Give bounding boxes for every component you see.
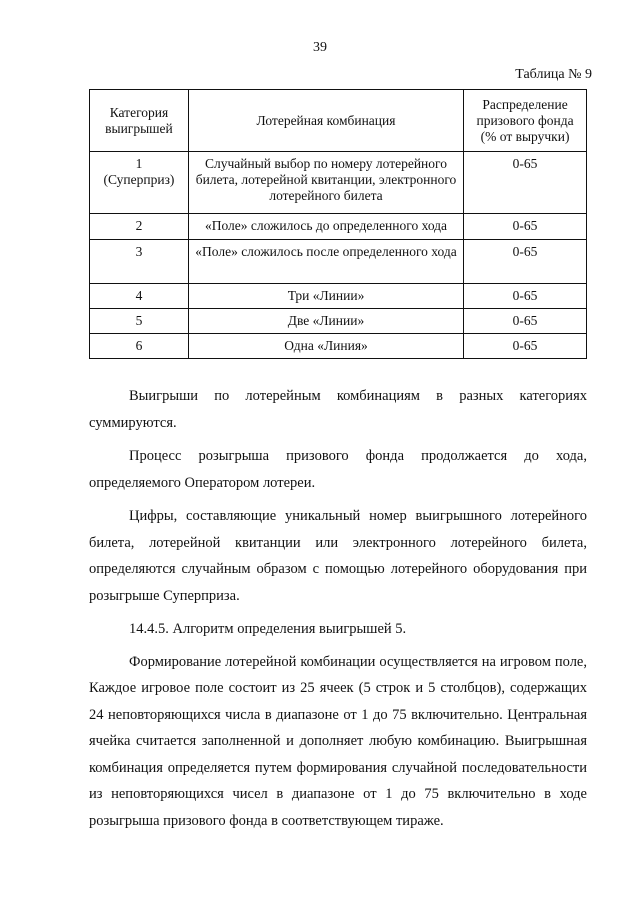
table-row bbox=[90, 152, 587, 214]
category-cell: 4 bbox=[90, 284, 189, 309]
table-row bbox=[90, 309, 587, 334]
combination-cell: Одна «Линия» bbox=[188, 334, 463, 359]
share-cell: 0-65 bbox=[464, 240, 587, 284]
share-cell: 0-65 bbox=[464, 152, 587, 214]
category-cell: 6 bbox=[90, 334, 189, 359]
combination-cell: «Поле» сложилось после определенного хода bbox=[188, 240, 463, 284]
header-combination: Лотерейная комбинация bbox=[188, 90, 463, 152]
combination-cell: «Поле» сложилось до определенного хода bbox=[188, 214, 463, 240]
body-text bbox=[89, 383, 587, 841]
category-cell bbox=[90, 152, 189, 214]
table-row bbox=[90, 284, 587, 309]
header-category: Категория выигрышей bbox=[90, 90, 189, 152]
combination-cell: Случайный выбор по номеру лотерейного билета, лотерейной квитанции, электронного лотерейного билета bbox=[188, 152, 463, 214]
paragraph: Формирование лотерейной комбинации осуществляется на игровом поле, Каждое игровое поле состоит из 25 ячеек (5 строк и 5 столбцов), содержащих 24 неповторяющихся числа в диапазоне от 1 до 75 включительно. Центральная ячейка считается заполненной и дополняет любую комбинацию. Выигрышная комбинация определяется путем формирования случайной последовательности из неповторяющихся чисел в диапазоне от 1 до 75 включительно в ходе розыгрыша призового фонда в соответствующем тираже. bbox=[89, 653, 587, 829]
table-row bbox=[90, 214, 587, 240]
category-number: 1 bbox=[135, 156, 143, 171]
table-row bbox=[90, 334, 587, 359]
category-cell: 5 bbox=[90, 309, 189, 334]
paragraph: Цифры, составляющие уникальный номер выигрышного лотерейного билета, лотерейной квитанции или электронного лотерейного билета, определяются случайным образом с помощью лотерейного оборудования при розыгрыше Суперприза. bbox=[89, 508, 587, 604]
section-heading: 14.4.5. Алгоритм определения выигрышей 5. bbox=[129, 621, 407, 637]
paragraph: Процесс розыгрыша призового фонда продолжается до хода, определяемого Оператором лотереи. bbox=[89, 448, 587, 491]
table-row bbox=[90, 240, 587, 284]
share-cell: 0-65 bbox=[464, 309, 587, 334]
header-share: Распределение призового фонда (% от выручки) bbox=[464, 90, 587, 152]
share-cell: 0-65 bbox=[464, 334, 587, 359]
category-cell: 2 bbox=[90, 214, 189, 240]
paragraph: Выигрыши по лотерейным комбинациям в разных категориях суммируются. bbox=[89, 388, 587, 431]
prize-distribution-table bbox=[89, 89, 587, 359]
category-cell: 3 bbox=[90, 240, 189, 284]
table-label: Таблица № 9 bbox=[515, 67, 592, 82]
page-number: 39 bbox=[313, 40, 327, 55]
combination-cell: Две «Линии» bbox=[188, 309, 463, 334]
combination-cell: Три «Линии» bbox=[188, 284, 463, 309]
share-cell: 0-65 bbox=[464, 284, 587, 309]
table-header-row bbox=[90, 90, 587, 152]
share-cell: 0-65 bbox=[464, 214, 587, 240]
category-note: (Суперприз) bbox=[103, 172, 175, 187]
